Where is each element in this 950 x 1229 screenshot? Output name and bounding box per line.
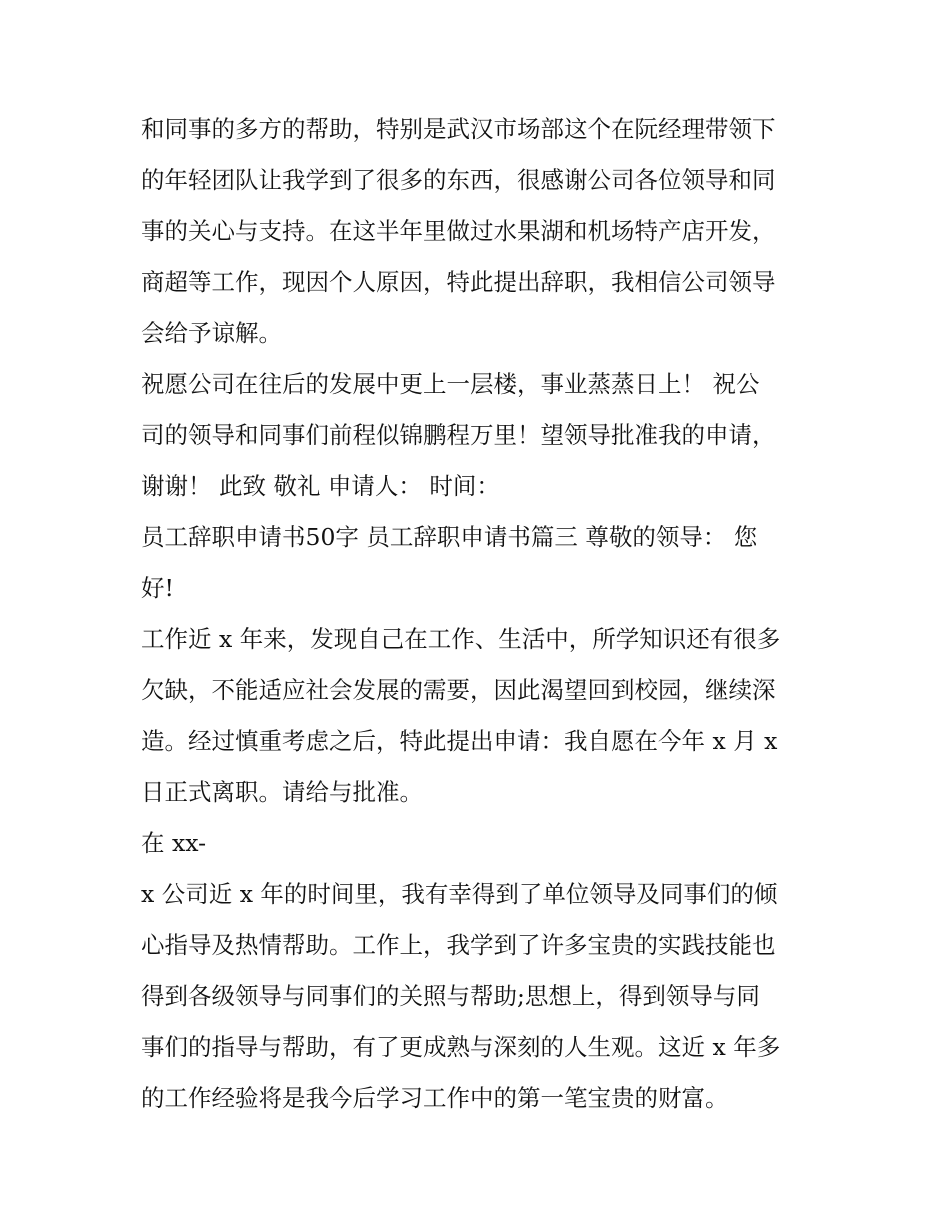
text-line: 的年轻团队让我学到了很多的东西，很感谢公司各位领导和同	[141, 166, 776, 194]
text-line: 祝愿公司在往后的发展中更上一层楼，事业蒸蒸日上！ 祝公	[141, 370, 760, 398]
paragraph-company-intro	[141, 818, 821, 869]
text-line: 在 xx-	[141, 829, 207, 857]
text-line: 会给予谅解。	[141, 319, 282, 347]
text-line: 的工作经验将是我今后学习工作中的第一笔宝贵的财富。	[141, 1084, 729, 1112]
text-line: x 公司近 x 年的时间里，我有幸得到了单位领导及同事们的倾	[141, 880, 778, 908]
text-line: 得到各级领导与同事们的关照与帮助;思想上，得到领导与同	[141, 982, 760, 1010]
text-line: 司的领导和同事们前程似锦鹏程万里！望领导批准我的申请，	[141, 421, 776, 449]
paragraph-wishes	[141, 359, 821, 512]
paragraph-experience	[141, 869, 821, 1124]
text-line: 谢谢！ 此致 敬礼 申请人： 时间：	[141, 472, 500, 500]
paragraph-thanks	[141, 104, 821, 359]
document-body	[141, 104, 821, 1124]
text-line: 工作近 x 年来，发现自己在工作、生活中，所学知识还有很多	[141, 625, 781, 653]
text-line: 事们的指导与帮助，有了更成熟与深刻的人生观。这近 x 年多	[141, 1033, 781, 1061]
text-line: 员工辞职申请书50字 员工辞职申请书篇三 尊敬的领导： 您	[141, 523, 758, 551]
text-line: 事的关心与支持。在这半年里做过水果湖和机场特产店开发，	[141, 217, 776, 245]
paragraph-reason	[141, 614, 821, 818]
paragraph-heading-greeting	[141, 512, 821, 614]
text-line: 造。经过慎重考虑之后，特此提出申请：我自愿在今年 x 月 x	[141, 727, 778, 755]
text-line: 商超等工作，现因个人原因，特此提出辞职，我相信公司领导	[141, 268, 776, 296]
text-line: 好!	[141, 574, 174, 602]
text-line: 和同事的多方的帮助，特别是武汉市场部这个在阮经理带领下	[141, 115, 776, 143]
text-line: 心指导及热情帮助。工作上，我学到了许多宝贵的实践技能也	[141, 931, 776, 959]
text-line: 日正式离职。请给与批准。	[141, 778, 423, 806]
text-line: 欠缺，不能适应社会发展的需要，因此渴望回到校园，继续深	[141, 676, 776, 704]
